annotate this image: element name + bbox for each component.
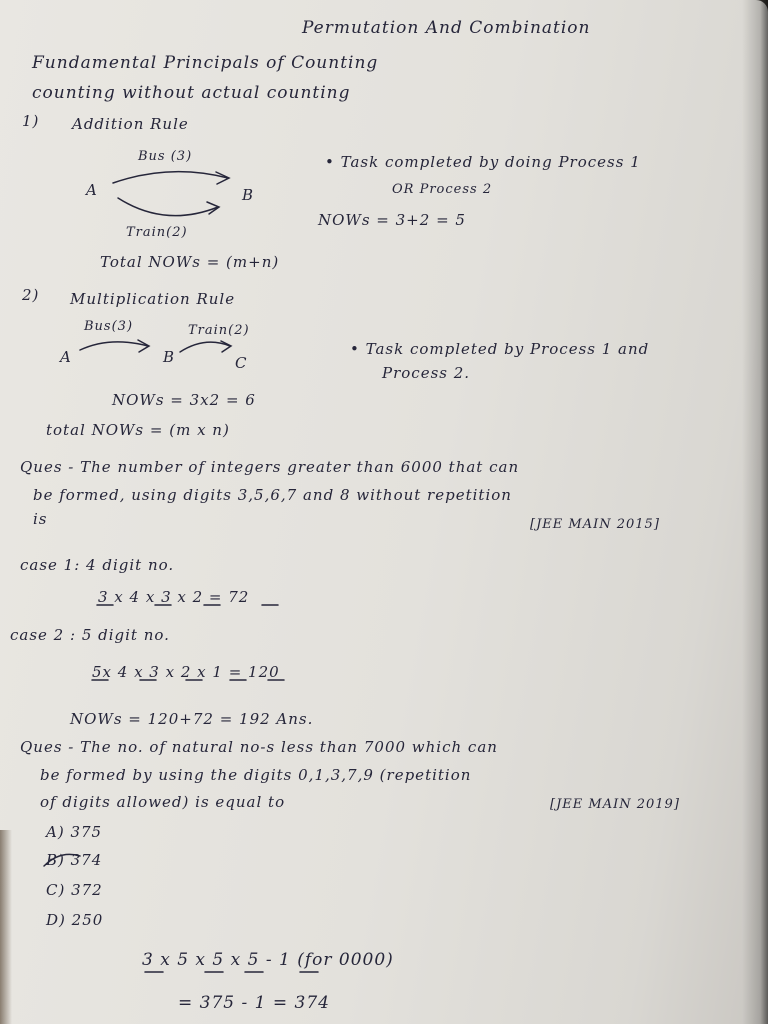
question-line: be formed, using digits 3,5,6,7 and 8 without repetition: [33, 486, 512, 504]
page-title: Permutation And Combination: [302, 18, 591, 38]
solution-line: 3 x 5 x 5 x 5 - 1 (for 0000): [142, 950, 394, 970]
question-line: Ques - The no. of natural no-s less than 7000 which can: [20, 738, 498, 756]
node-label: B: [163, 348, 176, 366]
section-number: 1): [22, 112, 40, 130]
multiplication-rule-heading: Multiplication Rule: [70, 290, 236, 308]
answer-option: A) 375: [46, 823, 103, 841]
node-label: A: [60, 348, 72, 366]
note-line: Process 2.: [382, 364, 471, 382]
intro-line-2: counting without actual counting: [32, 83, 351, 103]
node-label: B: [242, 186, 255, 204]
case-calculation: 5x 4 x 3 x 2 x 1 = 120: [92, 663, 280, 681]
note-line: OR Process 2: [392, 182, 493, 197]
ways-equation: NOWs = 3x2 = 6: [112, 391, 256, 409]
bus-arrow: [113, 172, 228, 183]
answer-option: B) 374: [46, 851, 103, 869]
addition-rule-heading: Addition Rule: [72, 115, 189, 133]
note-line: • Task completed by doing Process 1: [325, 153, 641, 171]
final-answer: NOWs = 120+72 = 192 Ans.: [70, 710, 314, 728]
ways-equation: NOWs = 3+2 = 5: [318, 211, 466, 229]
section-number: 2): [22, 286, 40, 304]
intro-line-1: Fundamental Principals of Counting: [32, 53, 379, 73]
question-line: of digits allowed) is equal to: [40, 793, 286, 811]
train-arrow-2: [180, 342, 230, 352]
bus-arrow-2: [80, 342, 148, 350]
train-arrowhead: [207, 202, 219, 214]
question-line: Ques - The number of integers greater than 6000 that can: [20, 458, 520, 476]
case-label: case 1: 4 digit no.: [20, 556, 175, 574]
answer-option: C) 372: [46, 881, 103, 899]
page-edge-shadow: [0, 830, 12, 1024]
question-source: [JEE MAIN 2015]: [530, 517, 660, 532]
route-label: Bus(3): [84, 319, 134, 334]
solution-line: = 375 - 1 = 374: [178, 993, 330, 1013]
route-label: Train(2): [188, 323, 250, 338]
train-arrowhead-2: [221, 341, 231, 352]
case-calculation: 3 x 4 x 3 x 2 = 72: [98, 588, 250, 606]
answer-option: D) 250: [46, 911, 104, 929]
route-label: Bus (3): [138, 149, 193, 164]
question-source: [JEE MAIN 2019]: [550, 797, 680, 812]
route-label: Train(2): [126, 225, 188, 240]
question-line: be formed by using the digits 0,1,3,7,9 (repetition: [40, 766, 472, 784]
page-edge-shadow: [742, 0, 768, 1024]
question-line: is: [33, 510, 48, 528]
total-formula: total NOWs = (m x n): [46, 421, 230, 439]
node-label: C: [235, 354, 248, 372]
node-label: A: [86, 181, 98, 199]
total-formula: Total NOWs = (m+n): [100, 253, 280, 271]
note-line: • Task completed by Process 1 and: [350, 340, 650, 358]
train-arrow: [118, 198, 218, 216]
case-label: case 2 : 5 digit no.: [10, 626, 170, 644]
